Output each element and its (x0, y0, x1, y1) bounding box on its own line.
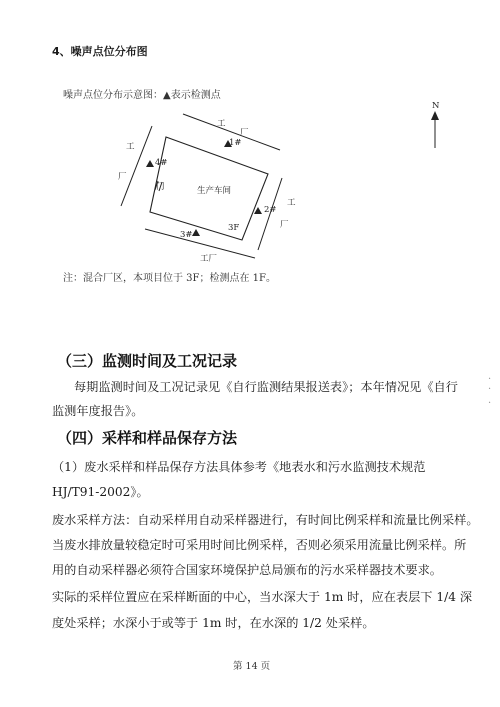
point-4-label: 4# (155, 158, 168, 168)
edge-mark-1: · (488, 374, 492, 385)
section-4-title: （四）采样和样品保存方法 (57, 429, 238, 447)
factory-left-label-1: 工 (126, 142, 135, 152)
section-3-title: （三）监测时间及工况记录 (57, 352, 238, 370)
diagram-note: 注：混合厂区，本项目位于 3F；检测点在 1F。 (63, 273, 276, 284)
edge-mark-2: · (488, 384, 492, 395)
factory-right-label-1: 工 (287, 198, 296, 208)
point-3-triangle (192, 229, 200, 236)
section-heading: 4、噪声点位分布图 (52, 45, 148, 58)
noise-point-diagram (0, 0, 500, 300)
point-1-label: 1# (229, 138, 242, 148)
page-number: 第 14 页 (233, 661, 271, 672)
section-4-p3-line-1: 实际的采样位置应在采样断面的中心，当水深大于 1m 时，应在表层下 1/4 深 (52, 590, 473, 604)
factory-bottom-label: 工厂 (200, 254, 218, 264)
section-4-p2-line-1: 废水采样方法：自动采样用自动采样器进行，有时间比例采样和流量比例采样。 (52, 513, 479, 527)
edge-mark-3: · (488, 398, 492, 409)
section-4-p2-line-3: 用的自动采样器必须符合国家环境保护总局颁布的污水采样器技术要求。 (52, 563, 442, 577)
factory-left-label-2: 厂 (118, 172, 127, 182)
factory-top-label-2: 厂 (240, 128, 249, 138)
section-3-para-line-2: 监测年度报告》。 (52, 404, 144, 418)
point-2-triangle (254, 207, 262, 214)
section-4-p3-line-2: 度处采样；水深小于或等于 1m 时，在水深的 1/2 处采样。 (52, 616, 375, 630)
factory-top-label-1: 工 (217, 119, 226, 129)
point-2-label: 2# (264, 205, 277, 215)
door-label: 门 (156, 182, 165, 192)
point-4-triangle (146, 160, 154, 167)
point-3-label: 3# (180, 230, 193, 240)
factory-right-label-2: 厂 (280, 220, 289, 230)
floor-3f-label: 3F (228, 223, 240, 233)
north-label: N (432, 101, 440, 111)
section-3-para-line-1: 每期监测时间及工况记录见《自行监测结果报送表》；本年情况见《自行 (74, 380, 458, 394)
diagram-caption: 噪声点位分布示意图：▲表示检测点 (63, 90, 221, 101)
section-4-p1-line-1: （1）废水采样和样品保存方法具体参考《地表水和污水监测技术规范 (52, 460, 426, 474)
workshop-label: 生产车间 (197, 186, 232, 196)
section-4-p2-line-2: 当废水排放量较稳定时可采用时间比例采样，否则必须采用流量比例采样。所 (52, 538, 467, 552)
north-arrow-head (431, 111, 439, 120)
section-4-p1-line-2: HJ/T91-2002》。 (52, 485, 149, 499)
